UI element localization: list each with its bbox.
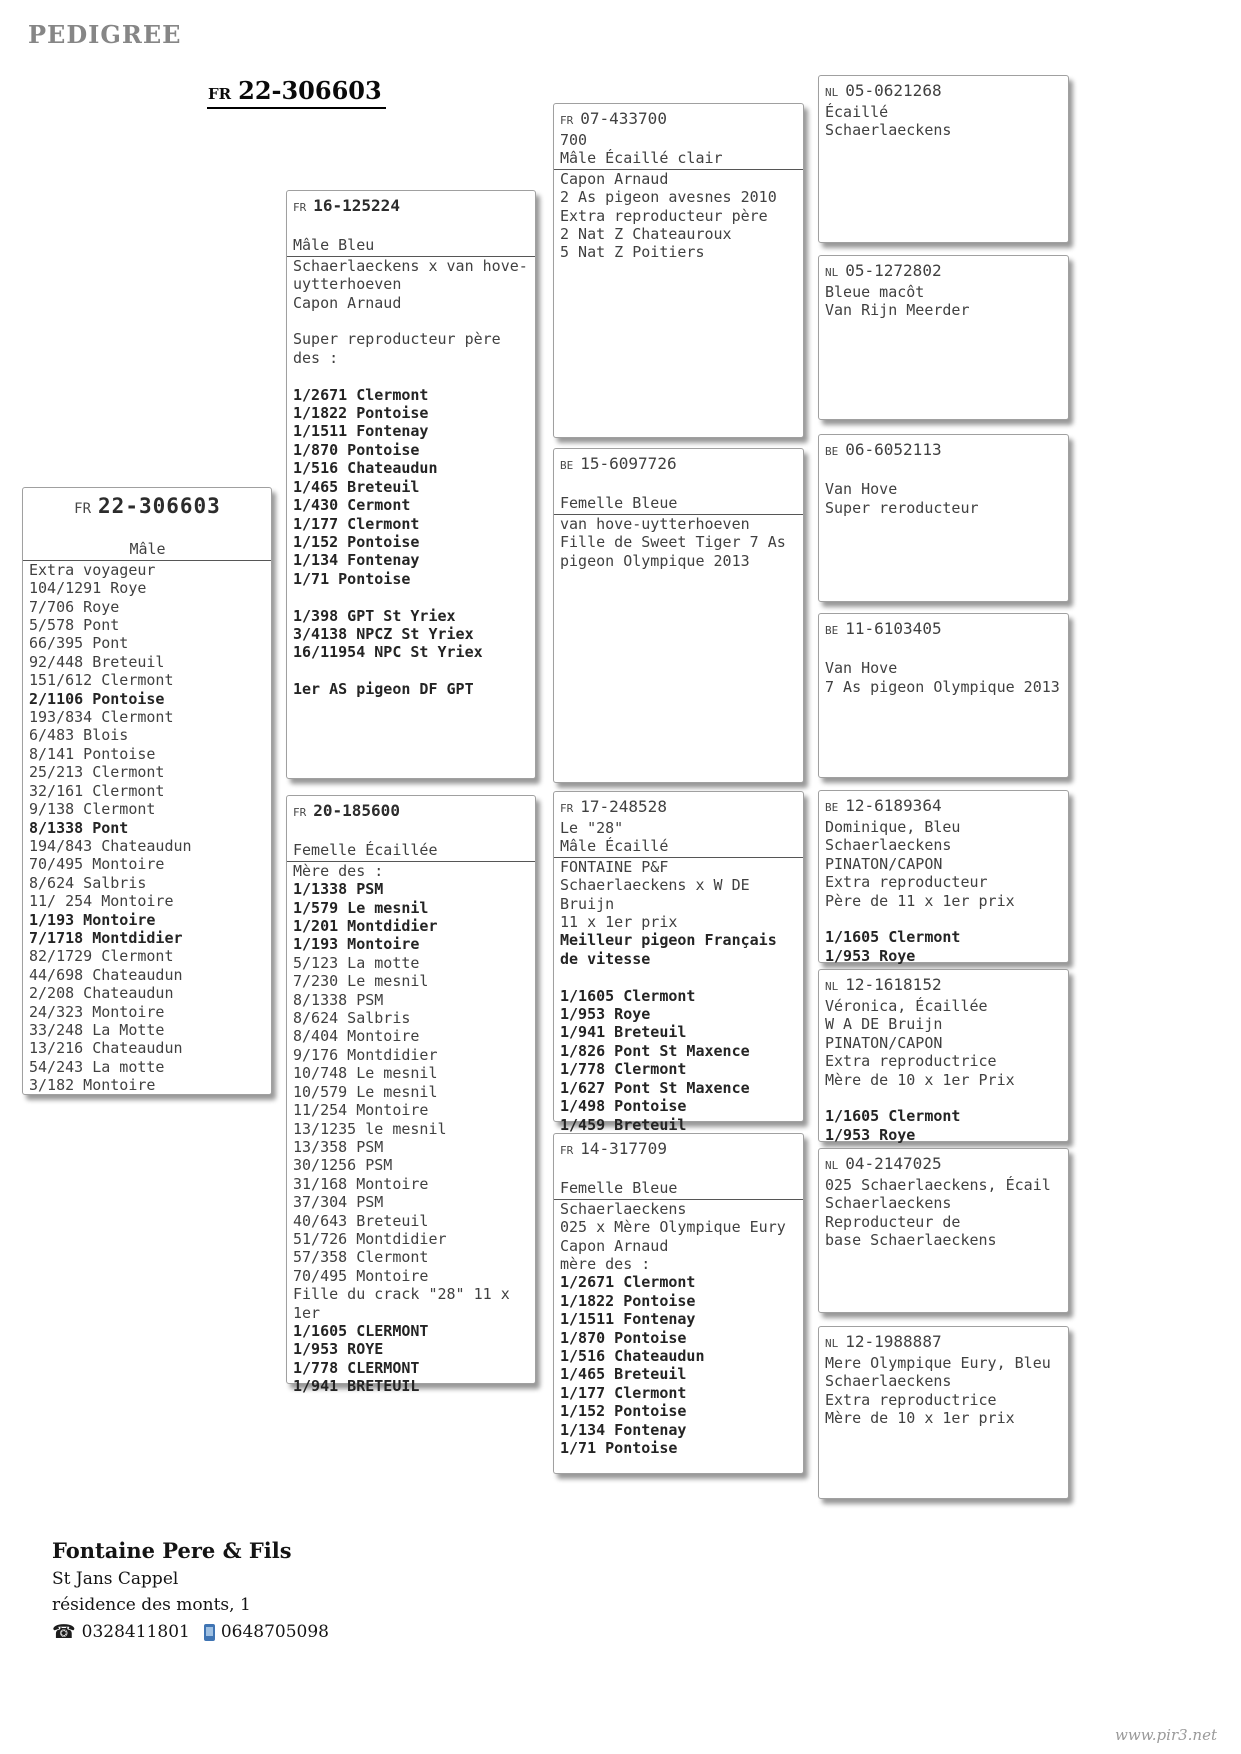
- bird-details: [825, 1176, 1063, 1250]
- detail-line: 1/498 Pontoise: [560, 1097, 687, 1116]
- detail-line: [293, 588, 530, 606]
- detail-line: Bleue macôt: [825, 283, 925, 301]
- pedigree-box-g3-7: [818, 1148, 1069, 1313]
- detail-line: Van Hove: [825, 659, 898, 678]
- detail-line: 16/11954 NPC St Yriex: [293, 643, 483, 662]
- pedigree-box-subject: [22, 487, 272, 1095]
- bird-details: [560, 858, 798, 1134]
- pedigree-box-g3-4: [818, 613, 1069, 778]
- detail-line: 3/182 Montoire: [29, 1076, 156, 1095]
- detail-line: W A DE Bruijn: [825, 1015, 943, 1034]
- phone-number: 0328411801: [81, 1622, 190, 1642]
- detail-line: [29, 522, 266, 540]
- detail-line: 1/2671 Clermont: [560, 1273, 696, 1292]
- watermark: www.pir3.net: [1115, 1726, 1217, 1744]
- detail-line: [825, 641, 1063, 659]
- detail-line: base Schaerlaeckens: [825, 1231, 997, 1250]
- detail-line: 3/4138 NPCZ St Yriex: [293, 624, 474, 643]
- pedigree-box-g3-6: [818, 969, 1069, 1142]
- detail-line: 2/1106 Pontoise: [29, 689, 165, 708]
- pedigree-box-g2-1: [553, 103, 804, 438]
- detail-line: 1/465 Breteuil: [293, 477, 420, 496]
- detail-line: 13/216 Chateaudun: [29, 1039, 183, 1058]
- detail-line: 31/168 Montoire: [293, 1174, 429, 1193]
- detail-line: 1/430 Cermont: [293, 496, 411, 515]
- detail-line: 70/495 Montoire: [293, 1266, 429, 1285]
- detail-line: pigeon Olympique 2013: [560, 551, 750, 570]
- detail-line: PINATON/CAPON: [825, 1033, 943, 1052]
- detail-line: 70/495 Montoire: [29, 855, 165, 874]
- detail-line: 1/201 Montdidier: [293, 917, 438, 936]
- detail-line: uytterhoeven: [293, 275, 402, 294]
- ring-number-line: FR 17-248528: [560, 797, 667, 816]
- ring-number-line: FR 20-185600: [293, 801, 400, 820]
- detail-line: Super reproducteur père: [293, 330, 501, 349]
- pedigree-box-g3-3: [818, 434, 1069, 602]
- pedigree-box-g3-8: [818, 1326, 1069, 1499]
- detail-line: Super reroducteur: [825, 498, 979, 517]
- detail-line: 1/579 Le mesnil: [293, 898, 429, 917]
- ring-number-line: BE 11-6103405: [825, 619, 942, 638]
- breeder-city: St Jans Cappel: [52, 1569, 179, 1589]
- pedigree-box-g3-2: [818, 255, 1069, 420]
- detail-line: 1/177 Clermont: [293, 514, 420, 533]
- detail-line: Mâle Écaillé clair: [560, 149, 723, 168]
- detail-line: [560, 476, 798, 494]
- detail-line: Mère des :: [293, 861, 384, 880]
- bird-description: [287, 218, 535, 257]
- detail-line: 1/71 Pontoise: [560, 1439, 678, 1458]
- bird-details: [825, 462, 1063, 517]
- ring-number-line: FR 16-125224: [293, 196, 400, 215]
- detail-line: [293, 312, 530, 330]
- bird-details: [825, 103, 1063, 140]
- detail-line: 5/578 Pont: [29, 616, 120, 635]
- detail-line: 104/1291 Roye: [29, 579, 147, 598]
- bird-details: [825, 283, 1063, 320]
- detail-line: Mâle: [129, 540, 166, 559]
- detail-line: 8/624 Salbris: [293, 1009, 411, 1028]
- detail-line: 1/516 Chateaudun: [560, 1347, 705, 1366]
- detail-line: 7/706 Roye: [29, 597, 120, 616]
- detail-line: 11/254 Montoire: [293, 1101, 429, 1120]
- detail-line: [293, 218, 530, 236]
- ring-number-line: NL 05-1272802: [825, 261, 942, 280]
- detail-line: 8/141 Pontoise: [29, 744, 156, 763]
- detail-line: 11/ 254 Montoire: [29, 892, 174, 911]
- detail-line: 32/161 Clermont: [29, 781, 165, 800]
- detail-line: 700: [560, 131, 588, 149]
- detail-line: 57/358 Clermont: [293, 1248, 429, 1267]
- detail-line: 1/152 Pontoise: [293, 532, 420, 551]
- detail-line: van hove-uytterhoeven: [560, 514, 750, 533]
- detail-line: Mâle Bleu: [293, 236, 375, 255]
- detail-line: Père de 11 x 1er prix: [825, 891, 1015, 910]
- detail-line: 025 x Mère Olympique Eury: [560, 1218, 786, 1237]
- detail-line: Extra reproductrice: [825, 1052, 997, 1071]
- detail-line: 1/134 Fontenay: [293, 551, 420, 570]
- detail-line: 24/323 Montoire: [29, 1002, 165, 1021]
- detail-line: Reproducteur de: [825, 1212, 961, 1231]
- detail-line: 8/1338 Pont: [29, 818, 129, 837]
- bird-details: [29, 561, 266, 1095]
- ring-number-line: NL 12-1988887: [825, 1332, 942, 1351]
- detail-line: [825, 1089, 1063, 1107]
- page-title: PEDIGREE: [28, 20, 182, 49]
- detail-line: Schaerlaeckens x van hove-: [293, 256, 528, 275]
- detail-line: 92/448 Breteuil: [29, 652, 165, 671]
- bird-details: [825, 818, 1063, 965]
- detail-line: 151/612 Clermont: [29, 671, 174, 690]
- country-code: FR: [208, 85, 232, 103]
- detail-line: 1/465 Breteuil: [560, 1365, 687, 1384]
- detail-line: 1/870 Pontoise: [560, 1328, 687, 1347]
- pedigree-box-g3-1: [818, 75, 1069, 243]
- detail-line: 66/395 Pont: [29, 634, 129, 653]
- detail-line: 1/826 Pont St Maxence: [560, 1041, 750, 1060]
- detail-line: Schaerlaeckens: [825, 836, 952, 855]
- detail-line: 1er AS pigeon DF GPT: [293, 680, 474, 699]
- pedigree-box-dam: [286, 795, 536, 1396]
- detail-line: Mère de 10 x 1er prix: [825, 1409, 1015, 1428]
- ring-number-line: BE 06-6052113: [825, 440, 942, 459]
- detail-line: mère des :: [560, 1255, 651, 1274]
- detail-line: [560, 968, 798, 986]
- detail-line: 25/213 Clermont: [29, 763, 165, 782]
- detail-line: Mere Olympique Eury, Bleu: [825, 1354, 1051, 1372]
- detail-line: 13/358 PSM: [293, 1137, 384, 1156]
- bird-details: [293, 257, 530, 699]
- detail-line: Capon Arnaud: [560, 1236, 669, 1255]
- detail-line: 54/243 La motte: [29, 1057, 165, 1076]
- detail-line: Van Hove: [825, 480, 898, 499]
- bird-description: [554, 1161, 803, 1200]
- detail-line: [560, 1161, 798, 1179]
- detail-line: Schaerlaeckens x W DE: [560, 876, 750, 895]
- detail-line: [825, 462, 1063, 480]
- detail-line: PINATON/CAPON: [825, 854, 943, 873]
- detail-line: 10/748 Le mesnil: [293, 1064, 438, 1083]
- detail-line: [825, 910, 1063, 928]
- detail-line: 30/1256 PSM: [293, 1156, 393, 1175]
- detail-line: 82/1729 Clermont: [29, 947, 174, 966]
- detail-line: 2/208 Chateaudun: [29, 984, 174, 1003]
- bird-details: [560, 515, 798, 570]
- detail-line: Meilleur pigeon Français: [560, 931, 777, 950]
- detail-line: 1/152 Pontoise: [560, 1402, 687, 1421]
- detail-line: 1er: [293, 1303, 321, 1322]
- detail-line: 1/193 Montoire: [293, 935, 420, 954]
- detail-line: 1/953 ROYE: [293, 1340, 384, 1359]
- mobile-number: 0648705098: [220, 1622, 330, 1642]
- detail-line: 8/404 Montoire: [293, 1027, 420, 1046]
- detail-line: Extra reproducteur: [825, 873, 988, 892]
- detail-line: 1/778 CLERMONT: [293, 1358, 420, 1377]
- detail-line: [293, 662, 530, 680]
- detail-line: 5/123 La motte: [293, 953, 420, 972]
- detail-line: 1/2671 Clermont: [293, 385, 429, 404]
- detail-line: Extra voyageur: [29, 560, 156, 579]
- detail-line: Mère de 10 x 1er Prix: [825, 1070, 1015, 1089]
- detail-line: 1/398 GPT St Yriex: [293, 606, 456, 625]
- detail-line: Schaerlaeckens: [560, 1199, 687, 1218]
- detail-line: 1/1511 Fontenay: [293, 422, 429, 441]
- detail-line: 1/941 BRETEUIL: [293, 1377, 420, 1396]
- detail-line: Extra reproducteur père: [560, 206, 768, 225]
- detail-line: 7 As pigeon Olympique 2013: [825, 677, 1060, 696]
- detail-line: [293, 823, 530, 841]
- detail-line: 2 As pigeon avesnes 2010: [560, 188, 777, 207]
- detail-line: 1/134 Fontenay: [560, 1420, 687, 1439]
- bird-details: [293, 862, 530, 1396]
- pedigree-box-g3-5: [818, 790, 1069, 963]
- detail-line: 1/941 Breteuil: [560, 1023, 687, 1042]
- detail-line: Dominique, Bleu: [825, 818, 961, 836]
- detail-line: Femelle Écaillée: [293, 841, 438, 860]
- detail-line: 1/1822 Pontoise: [293, 404, 429, 423]
- detail-line: 1/459 Breteuil: [560, 1115, 687, 1134]
- detail-line: Véronica, Écaillée: [825, 997, 988, 1015]
- detail-line: 1/71 Pontoise: [293, 569, 411, 588]
- pedigree-box-sire: [286, 190, 536, 779]
- detail-line: 1/1822 Pontoise: [560, 1291, 696, 1310]
- detail-line: 1/177 Clermont: [560, 1383, 687, 1402]
- main-ring-heading: [207, 76, 386, 109]
- detail-line: 025 Schaerlaeckens, Écail: [825, 1176, 1051, 1194]
- detail-line: 1/516 Chateaudun: [293, 459, 438, 478]
- detail-line: FONTAINE P&F: [560, 857, 669, 876]
- mobile-phone-icon: [204, 1624, 215, 1641]
- detail-line: 1/1338 PSM: [293, 880, 384, 899]
- detail-line: Capon Arnaud: [560, 169, 669, 188]
- bird-details: [825, 641, 1063, 696]
- bird-details: [825, 997, 1063, 1144]
- detail-line: Schaerlaeckens: [825, 1372, 952, 1391]
- detail-line: des :: [293, 348, 339, 367]
- phone-icon: ☎: [52, 1621, 76, 1643]
- ring-number-line: BE 15-6097726: [560, 454, 677, 473]
- detail-line: 5 Nat Z Poitiers: [560, 243, 705, 262]
- detail-line: 194/843 Chateaudun: [29, 836, 192, 855]
- detail-line: Femelle Bleue: [560, 1179, 678, 1198]
- detail-line: Femelle Bleue: [560, 494, 678, 513]
- detail-line: Fille du crack "28" 11 x: [293, 1285, 510, 1304]
- detail-line: Schaerlaeckens: [825, 1194, 952, 1213]
- detail-line: 6/483 Blois: [29, 726, 129, 745]
- detail-line: 10/579 Le mesnil: [293, 1082, 438, 1101]
- detail-line: Écaillé: [825, 103, 889, 121]
- ring-number-line: FR 22-306603: [74, 494, 221, 518]
- detail-line: 1/953 Roye: [825, 946, 916, 965]
- breeder-phones: [52, 1621, 329, 1643]
- ring-number-line: NL 05-0621268: [825, 81, 942, 100]
- pedigree-box-g2-4: [553, 1133, 804, 1474]
- detail-line: 51/726 Montdidier: [293, 1229, 447, 1248]
- breeder-address: résidence des monts, 1: [52, 1595, 251, 1615]
- detail-line: Bruijn: [560, 894, 615, 913]
- detail-line: 1/1605 CLERMONT: [293, 1321, 429, 1340]
- detail-line: 7/1718 Montdidier: [29, 928, 183, 947]
- detail-line: Schaerlaeckens: [825, 121, 952, 140]
- detail-line: 9/138 Clermont: [29, 800, 156, 819]
- breeder-name: Fontaine Pere & Fils: [52, 1538, 292, 1563]
- detail-line: Mâle Écaillé: [560, 837, 669, 856]
- detail-line: 8/624 Salbris: [29, 873, 147, 892]
- bird-details: [825, 1354, 1063, 1428]
- detail-line: 1/1511 Fontenay: [560, 1310, 696, 1329]
- detail-line: Van Rijn Meerder: [825, 301, 970, 320]
- detail-line: Extra reproductrice: [825, 1390, 997, 1409]
- detail-line: 1/627 Pont St Maxence: [560, 1078, 750, 1097]
- bird-details: [560, 170, 798, 262]
- detail-line: de vitesse: [560, 949, 651, 968]
- ring-number-line: FR 07-433700: [560, 109, 667, 128]
- detail-line: 37/304 PSM: [293, 1193, 384, 1212]
- pedigree-box-g2-3: [553, 791, 804, 1134]
- detail-line: 1/778 Clermont: [560, 1060, 687, 1079]
- bird-description: [287, 823, 535, 862]
- detail-line: 1/1605 Clermont: [560, 986, 696, 1005]
- bird-description: [554, 819, 803, 858]
- detail-line: Le "28": [560, 819, 624, 837]
- detail-line: 1/1605 Clermont: [825, 928, 961, 947]
- detail-line: 40/643 Breteuil: [293, 1211, 429, 1230]
- detail-line: 9/176 Montdidier: [293, 1045, 438, 1064]
- bird-details: [560, 1200, 798, 1458]
- bird-description: [23, 522, 271, 561]
- ring-number: 22-306603: [238, 76, 382, 105]
- detail-line: 1/953 Roye: [560, 1005, 651, 1024]
- detail-line: [293, 367, 530, 385]
- detail-line: 44/698 Chateaudun: [29, 965, 183, 984]
- ring-number-line: BE 12-6189364: [825, 796, 942, 815]
- detail-line: 2 Nat Z Chateauroux: [560, 225, 732, 244]
- breeder-info: [52, 1538, 329, 1643]
- detail-line: 8/1338 PSM: [293, 990, 384, 1009]
- pedigree-box-g2-2: [553, 448, 804, 783]
- detail-line: Fille de Sweet Tiger 7 As: [560, 533, 786, 552]
- bird-description: [554, 131, 803, 170]
- detail-line: 1/953 Roye: [825, 1125, 916, 1144]
- ring-number-line: FR 14-317709: [560, 1139, 667, 1158]
- ring-number-line: NL 12-1618152: [825, 975, 942, 994]
- detail-line: 1/1605 Clermont: [825, 1107, 961, 1126]
- detail-line: 33/248 La Motte: [29, 1020, 165, 1039]
- ring-number-line: NL 04-2147025: [825, 1154, 942, 1173]
- detail-line: 1/193 Montoire: [29, 910, 156, 929]
- detail-line: 193/834 Clermont: [29, 708, 174, 727]
- detail-line: 11 x 1er prix: [560, 913, 678, 932]
- bird-description: [554, 476, 803, 515]
- detail-line: 13/1235 le mesnil: [293, 1119, 447, 1138]
- detail-line: 7/230 Le mesnil: [293, 972, 429, 991]
- detail-line: 1/870 Pontoise: [293, 440, 420, 459]
- detail-line: Capon Arnaud: [293, 293, 402, 312]
